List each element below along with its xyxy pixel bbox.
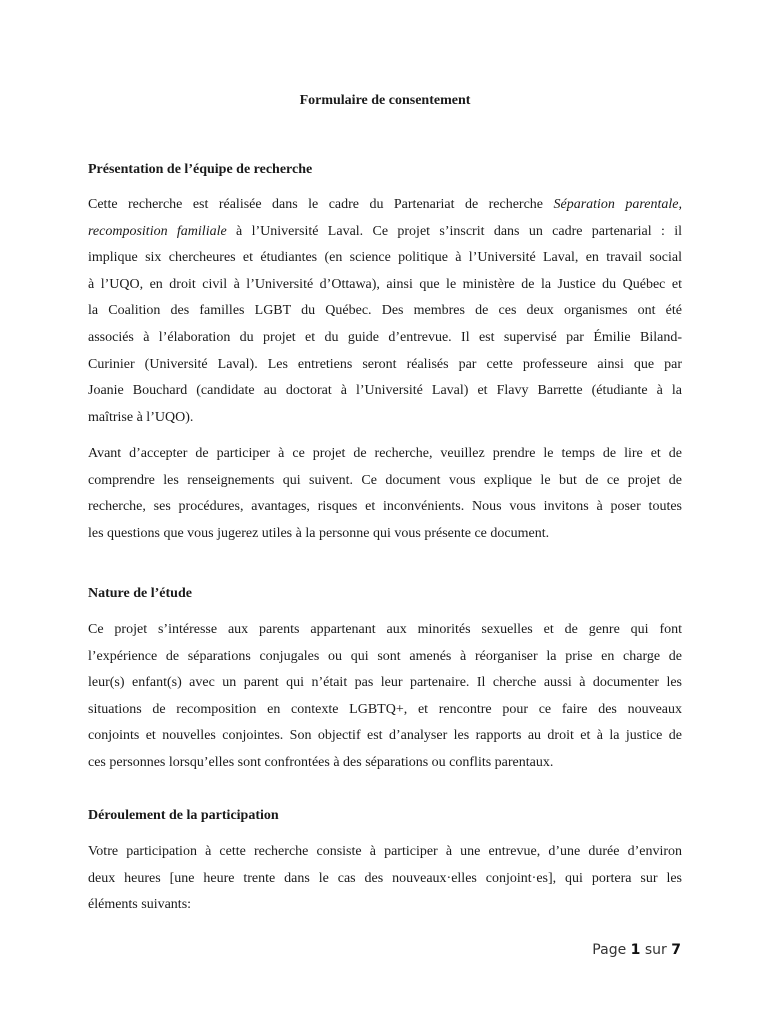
- paragraph-line: recherche, ses procédures, avantages, risques et inconvénients. Nous vous invitons à poser toutes: [88, 499, 682, 515]
- paragraph-line: deux heures [une heure trente dans le cas des nouveaux·elles conjoint·es], qui portera sur les: [88, 870, 682, 886]
- paragraph-deroulement: [88, 839, 682, 919]
- paragraph-line: Cette recherche est réalisée dans le cadre du Partenariat de recherche Séparation parentale,: [88, 197, 683, 212]
- paragraph-line: maîtrise à l’UQO).: [88, 409, 194, 425]
- paragraph-line: comprendre les renseignements qui suivent. Ce document vous explique le but de ce projet de: [88, 472, 682, 488]
- paragraph-line: implique six chercheures et étudiantes (en science politique à l’Université Laval, en travail social: [88, 250, 682, 266]
- paragraph-line: conjoints et nouvelles conjointes. Son objectif est d’analyser les rapports au droit et à la justice de: [88, 728, 682, 744]
- paragraph-equipe-1: [88, 192, 682, 431]
- paragraph-equipe-2: [88, 441, 682, 547]
- paragraph-nature: [88, 617, 682, 777]
- paragraph-line: Votre participation à cette recherche consiste à participer à une entrevue, d’une durée d’environ: [88, 844, 682, 859]
- paragraph-line: Curinier (Université Laval). Les entretiens seront réalisés par cette professeure ainsi que par: [88, 356, 682, 372]
- paragraph-line: la Coalition des familles LGBT du Québec. Des membres de ces deux organismes ont été: [88, 303, 682, 319]
- page-label: Page: [592, 942, 627, 958]
- paragraph-line: situations de recomposition en contexte LGBTQ+, et rencontre pour ce faire des nouveaux: [88, 701, 682, 717]
- paragraph-line: ces personnes lorsqu’elles sont confrontées à des séparations ou conflits parentaux.: [88, 754, 554, 770]
- paragraph-line: leur(s) enfant(s) avec un parent qui n’était pas leur partenaire. Il cherche aussi à documenter les: [88, 675, 682, 691]
- paragraph-line: associés à l’élaboration du projet et du guide d’entrevue. Il est supervisé par Émilie Biland-: [88, 329, 682, 345]
- section-heading-equipe: Présentation de l’équipe de recherche: [88, 162, 313, 177]
- of-label: sur: [644, 942, 667, 958]
- paragraph-line: à l’UQO, en droit civil à l’Université d’Ottawa), ainsi que le ministère de la Justice du Québec et: [88, 276, 682, 292]
- paragraph-line: Joanie Bouchard (candidate au doctorat à l’Université Laval) et Flavy Barrette (étudiante à la: [88, 383, 682, 399]
- total-pages: 7: [671, 942, 681, 958]
- page-number-footer: [592, 940, 681, 960]
- paragraph-line: Ce projet s’intéresse aux parents appartenant aux minorités sexuelles et de genre qui font: [88, 622, 682, 637]
- page-number: 1: [630, 942, 641, 958]
- section-heading-nature: Nature de l’étude: [88, 586, 192, 601]
- document-title: Formulaire de consentement: [299, 93, 471, 108]
- paragraph-line: l’expérience de séparations conjugales ou qui sont amenés à réorganiser la prise en charge de: [88, 648, 682, 664]
- paragraph-line: Avant d’accepter de participer à ce projet de recherche, veuillez prendre le temps de lire et de: [88, 446, 682, 461]
- paragraph-line: éléments suivants:: [88, 897, 192, 913]
- paragraph-line: les questions que vous jugerez utiles à la personne qui vous présente ce document.: [88, 525, 550, 541]
- paragraph-line: recomposition familiale à l’Université Laval. Ce projet s’inscrit dans un cadre partenarial : il: [88, 223, 683, 239]
- section-heading-deroulement: Déroulement de la participation: [88, 808, 279, 823]
